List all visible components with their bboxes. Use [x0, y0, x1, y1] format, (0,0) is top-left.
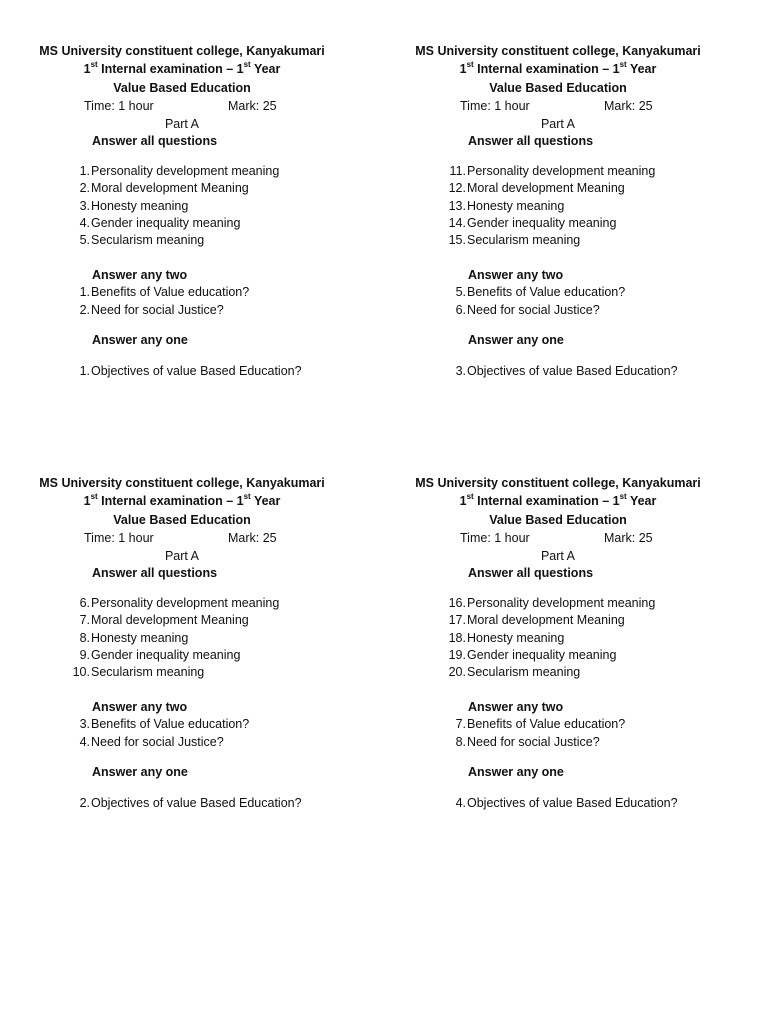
question-item: 5. Benefits of Value education? — [455, 285, 626, 299]
question-item: 14. Gender inequality meaning — [448, 216, 617, 230]
question-item: 3. Benefits of Value education? — [79, 717, 250, 731]
question-item: 15. Secularism meaning — [448, 233, 581, 247]
question-item: 7. Benefits of Value education? — [455, 717, 626, 731]
college-name: MS University constituent college, Kanyakumari — [39, 476, 325, 490]
question-item: 2. Moral development Meaning — [79, 181, 249, 195]
college-name: MS University constituent college, Kanyakumari — [415, 476, 701, 490]
college-name: MS University constituent college, Kanyakumari — [39, 44, 325, 58]
exam-time: Time: 1 hour — [460, 531, 530, 545]
exam-mark: Mark: 25 — [604, 531, 653, 545]
section-heading: Answer all questions — [468, 566, 594, 580]
subject-title: Value Based Education — [489, 81, 627, 95]
question-item: 12. Moral development Meaning — [448, 181, 625, 195]
question-item: 9. Gender inequality meaning — [79, 648, 241, 662]
question-item: 20. Secularism meaning — [448, 665, 581, 679]
question-item: 10. Secularism meaning — [72, 665, 205, 679]
section-heading: Answer any one — [92, 333, 188, 347]
section-heading: Answer any two — [468, 700, 564, 714]
question-item: 11. Personality development meaning — [449, 164, 656, 178]
part-label: Part A — [164, 117, 200, 131]
question-item: 8. Need for social Justice? — [455, 735, 600, 749]
section-heading: Answer all questions — [92, 134, 218, 148]
exam-time: Time: 1 hour — [84, 99, 154, 113]
question-item: 2. Objectives of value Based Education? — [79, 796, 302, 810]
exam-time: Time: 1 hour — [84, 531, 154, 545]
question-item: 4. Objectives of value Based Education? — [455, 796, 678, 810]
exam-time: Time: 1 hour — [460, 99, 530, 113]
section-heading: Answer any two — [92, 700, 188, 714]
question-item: 4. Need for social Justice? — [79, 735, 224, 749]
part-label: Part A — [540, 549, 576, 563]
section-heading: Answer any one — [468, 765, 564, 779]
question-item: 6. Personality development meaning — [79, 596, 280, 610]
part-label: Part A — [164, 549, 200, 563]
question-item: 18. Honesty meaning — [448, 631, 565, 645]
section-heading: Answer all questions — [468, 134, 594, 148]
exam-mark: Mark: 25 — [228, 99, 277, 113]
question-item: 2. Need for social Justice? — [79, 303, 224, 317]
section-heading: Answer any two — [468, 268, 564, 282]
question-item: 19. Gender inequality meaning — [448, 648, 617, 662]
question-item: 3. Objectives of value Based Education? — [455, 364, 678, 378]
question-item: 1. Objectives of value Based Education? — [79, 364, 302, 378]
exam-title: 1st Internal examination – 1st Year — [459, 59, 657, 76]
question-item: 1. Personality development meaning — [79, 164, 280, 178]
exam-mark: Mark: 25 — [604, 99, 653, 113]
college-name: MS University constituent college, Kanyakumari — [415, 44, 701, 58]
exam-title: 1st Internal examination – 1st Year — [459, 491, 657, 508]
question-item: 3. Honesty meaning — [79, 199, 189, 213]
question-item: 7. Moral development Meaning — [79, 613, 249, 627]
section-heading: Answer all questions — [92, 566, 218, 580]
exam-mark: Mark: 25 — [228, 531, 277, 545]
question-item: 17. Moral development Meaning — [448, 613, 625, 627]
subject-title: Value Based Education — [489, 513, 627, 527]
exam-title: 1st Internal examination – 1st Year — [83, 59, 281, 76]
section-heading: Answer any two — [92, 268, 188, 282]
section-heading: Answer any one — [468, 333, 564, 347]
question-item: 13. Honesty meaning — [448, 199, 565, 213]
subject-title: Value Based Education — [113, 513, 251, 527]
subject-title: Value Based Education — [113, 81, 251, 95]
section-heading: Answer any one — [92, 765, 188, 779]
question-item: 5. Secularism meaning — [79, 233, 205, 247]
exam-title: 1st Internal examination – 1st Year — [83, 491, 281, 508]
question-item: 8. Honesty meaning — [79, 631, 189, 645]
part-label: Part A — [540, 117, 576, 131]
question-item: 16. Personality development meaning — [448, 596, 656, 610]
question-item: 1. Benefits of Value education? — [79, 285, 250, 299]
question-item: 6. Need for social Justice? — [455, 303, 600, 317]
question-item: 4. Gender inequality meaning — [79, 216, 241, 230]
